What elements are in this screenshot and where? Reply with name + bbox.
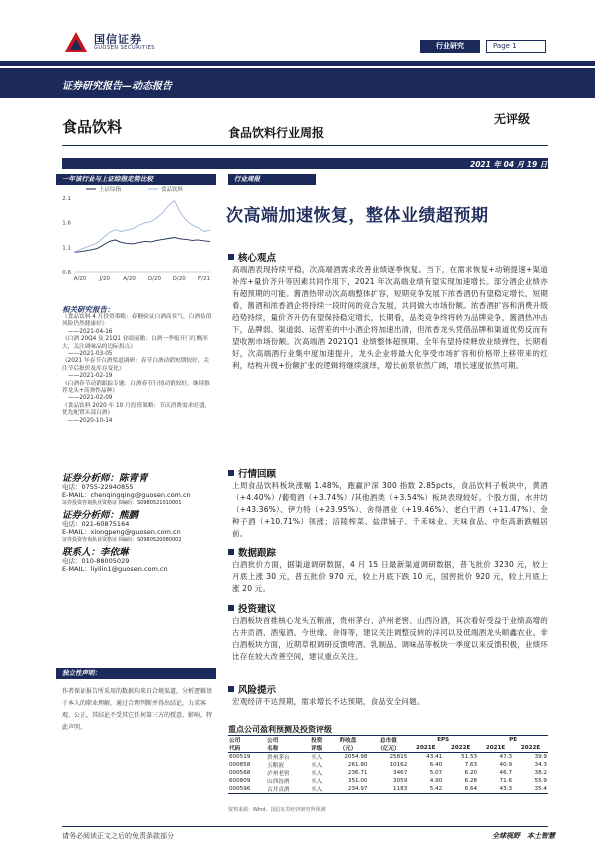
header-tag: 行业研究 [420,40,480,53]
footer-slogan: 全球视野 本土智慧 [492,832,555,840]
y-tick-label: 2.1 [62,196,71,202]
legend-label: 食品饮料 [161,187,184,193]
analyst-name: 熊鹏 [119,510,139,521]
industry-category: 食品饮料 [62,118,123,136]
table-row: 000568 泸州老窖 买入 236.71 3467 5.07 6.20 46.7 38.2 [229,770,547,777]
section-text: 白酒批价方面，据渠道调研数据，4 月 15 日最新渠道调研数据，普飞批价 3230 元，较上月底上涨 30 元，普五批价 970 元，较上月底下跌 10 元，国窖批价 920 元，较上月底上涨 20 元。 [232,560,548,593]
logo-english-text: GUOSEN SECURITIES [94,45,155,51]
forecast-table [228,736,548,794]
contact-email[interactable]: E-MAIL：liyilin1@guosen.com.cn [62,565,168,573]
analyst-block: 证券分析师：熊鹏 电话：021-60875164 E-MAIL：xiongpeng@guosen.com.cn 证券投资咨询执业资格证书编码：S0980520080002 [62,512,212,544]
footer-disclaimer: 请务必阅读正文之后的免责条款部分 [62,832,174,840]
x-tick-label: O/20 [147,276,161,282]
section-text: 宏观经济不达预期，需求增长不达预期，食品安全问题。 [232,697,425,706]
related-reports-title: 相关研究报告： [62,305,115,314]
list-item[interactable]: 《食品饮料 2020 年 10 月投资策略：节庆消费需求旺盛，优先配置头部白酒》 ——2020-10-14 [62,402,211,424]
series-line [74,201,210,253]
y-tick-label: 1.6 [62,220,71,227]
table-header-row: 公司 公司 投资 昨收盘 总市值 EPS PE [229,737,518,744]
table-header-row: 代码 名称 评级 （元） （亿元） 2021E 2022E 2021E 2022E [228,744,548,753]
related-reports-list [62,314,214,425]
x-tick-label: A/20 [123,276,136,282]
section-heading: 数据跟踪 [228,545,276,559]
bullet-icon [228,605,234,611]
table-row: 600809 山西汾酒 买入 351.00 3059 4.90 6.28 71.6 55.9 [229,778,547,785]
x-tick-label: A/20 [73,276,87,282]
bullet-icon [228,470,234,476]
x-tick-label: F/21 [197,276,211,282]
contact-block: 联系人：李依琳 电话：010-88005029 E-MAIL：liyilin1@guosen.com.cn [62,549,212,573]
disclaimer-title: 独立性声明： [56,668,216,679]
report-tag: 行业周报 [228,174,316,185]
logo-text: 国信证券 [94,33,142,46]
page-number: Page 1 [486,40,546,53]
table-source: 资料来源：Wind、国信证券经济研究所预测 [228,807,326,813]
analyst-name: 陈青青 [119,473,148,484]
y-tick-label: 1.1 [62,245,71,252]
list-item[interactable]: 《2021 年春节白酒渠道调研：春节白酒动销短期较好，关注节后批价及库存变化》 ——2021-02-19 [62,358,210,380]
footer-divider [62,826,548,827]
report-date: 2021 年 04 月 19 日 [470,160,548,169]
section-heading: 风险提示 [228,682,276,696]
list-item[interactable]: 《白酒春节动销跟踪专题：白酒春节行情动销较好，继续推荐龙头+高弹性品种》 ——2021-02-09 [62,380,210,402]
y-tick-label: 0.6 [62,270,71,276]
section-heading: 投资建议 [228,601,276,615]
divider [62,145,548,146]
section-text: 高端酒表现持续平稳，次高端酒需求改善业绩逐季恢复。当下，在需求恢复+动销提速+渠道补库+量价齐升等因素共同作用下，2021 年次高端业绩有望实现加速增长。部分酒企业绩亦有超预期的可能。酱酒热带动次高端整体扩容，短期竞争发展下浓香酒仍有望稳定增长，短期看，酱酒和浓香酒企将持续一段时间的竞合发展，共同做大市场份额。浓香酒扩容和消费升级趋势持续，量价齐升仍有望保持稳定增长，长期看，品类竞争终将转为品牌竞争，酱酒热冲击下，品牌弱、渠道弱、运营差的中小酒企将加速出清，但浓香龙头凭借品牌和渠道优势反而有望收割市场份额。次高端酒 2021Q1 业绩整体超预期。全年有望持续释放业绩弹性，长期看好，次高端酒行业集中度加速提升，龙头企业将最大化享受市场扩容和价格带上移带来的红利，结构升级+份额扩张的逻辑将继续演绎，增长前景依然广阔，增长速度依然可期。 [232,265,548,370]
header-band-top [0,61,595,66]
list-item[interactable]: 《食品饮料 4 月投资策略：春糖验证白酒高景气，白酒估值风险仍然健康好》 ——2021-04-16 [62,314,212,335]
rating: 无评级 [494,112,531,126]
chart-section-title: 一年该行业与上证综指走势比较 [56,174,216,185]
table-title: 重点公司盈利预测及投资评级 [228,725,332,734]
table-row: 000858 五粮液 买入 261.80 10162 6.40 7.63 40.9 34.3 [229,762,547,769]
guosen-logo-icon [64,31,88,53]
disclaimer-text: 作者保证报告所采用的数据均来自合规渠道，分析逻辑基于本人的职业理解，通过合理判断并得出结论，力求客观、公正，其结论不受其它任何第三方的授意、影响，特此声明。 [62,688,213,731]
section-heading: 行情回顾 [228,466,276,480]
section-heading: 核心观点 [228,250,276,264]
analyst-block: 证券分析师：陈青青 电话：0755-22940855 E-MAIL：chenqingqing@guosen.com.cn 证券投资咨询执业资格证书编码：S0980521010001 [62,475,212,507]
report-type-title: 证券研究报告—动态报告 [62,81,172,92]
bullet-icon [228,254,234,260]
table-row: 000596 古井贡酒 买入 234.97 1183 5.42 6.64 43.3 35.4 [229,786,547,793]
analyst-email[interactable]: E-MAIL：xiongpeng@guosen.com.cn [62,528,181,536]
contact-name: 李依琳 [100,547,129,558]
headline: 次高端加速恢复，整体业绩超预期 [226,206,489,226]
bullet-icon [228,549,234,555]
section-text: 白酒板块首推核心龙头五粮液，贵州茅台、泸州老窖、山西汾酒，其次看好受益于业绩高增的古井贡酒、酒鬼酒、今世缘、舍得等，建议关注调整反转的洋河以及低端酒龙头顺鑫农业。非白酒板块方面，近期草根调研反馈啤酒、乳制品、调味品等板块一季度以来反馈积极，业绩环比存在较大改善空间，建议重点关注。 [232,616,548,661]
bullet-icon [228,686,234,692]
trend-chart [56,184,216,288]
table-row: 600519 贵州茅台 买入 2054.98 25815 43.41 51.53 47.3 39.9 [229,754,547,761]
x-tick-label: D/20 [172,276,186,282]
x-tick-label: J/20 [99,276,111,282]
legend-label: 上证综指 [99,187,122,193]
report-name: 食品饮料行业周报 [228,126,325,140]
list-item[interactable]: 《白酒 20Q4 及 21Q1 业绩前瞻：白酒一季报开门红概率大，关注调味品的边际拐点》 ——2021-03-05 [62,336,208,358]
analyst-email[interactable]: E-MAIL：chenqingqing@guosen.com.cn [62,491,191,499]
series-line [74,238,210,253]
section-text: 上周食品饮料板块涨幅 1.48%，跑赢沪深 300 指数 2.85pcts，食品饮料子板块中，黄酒（+4.40%）/葡萄酒（+3.74%）/其他酒类（+3.54%）板块表现较好。个股方面，水井坊（+43.36%）、伊力特（+23.95%）、舍得酒业（+19.46%）、老白干酒（+11.47%）、金种子酒（+10.71%）领涨；涪陵榨菜、盐津铺子、千禾味业、天味食品、中炬高新跌幅居前。 [232,481,548,538]
